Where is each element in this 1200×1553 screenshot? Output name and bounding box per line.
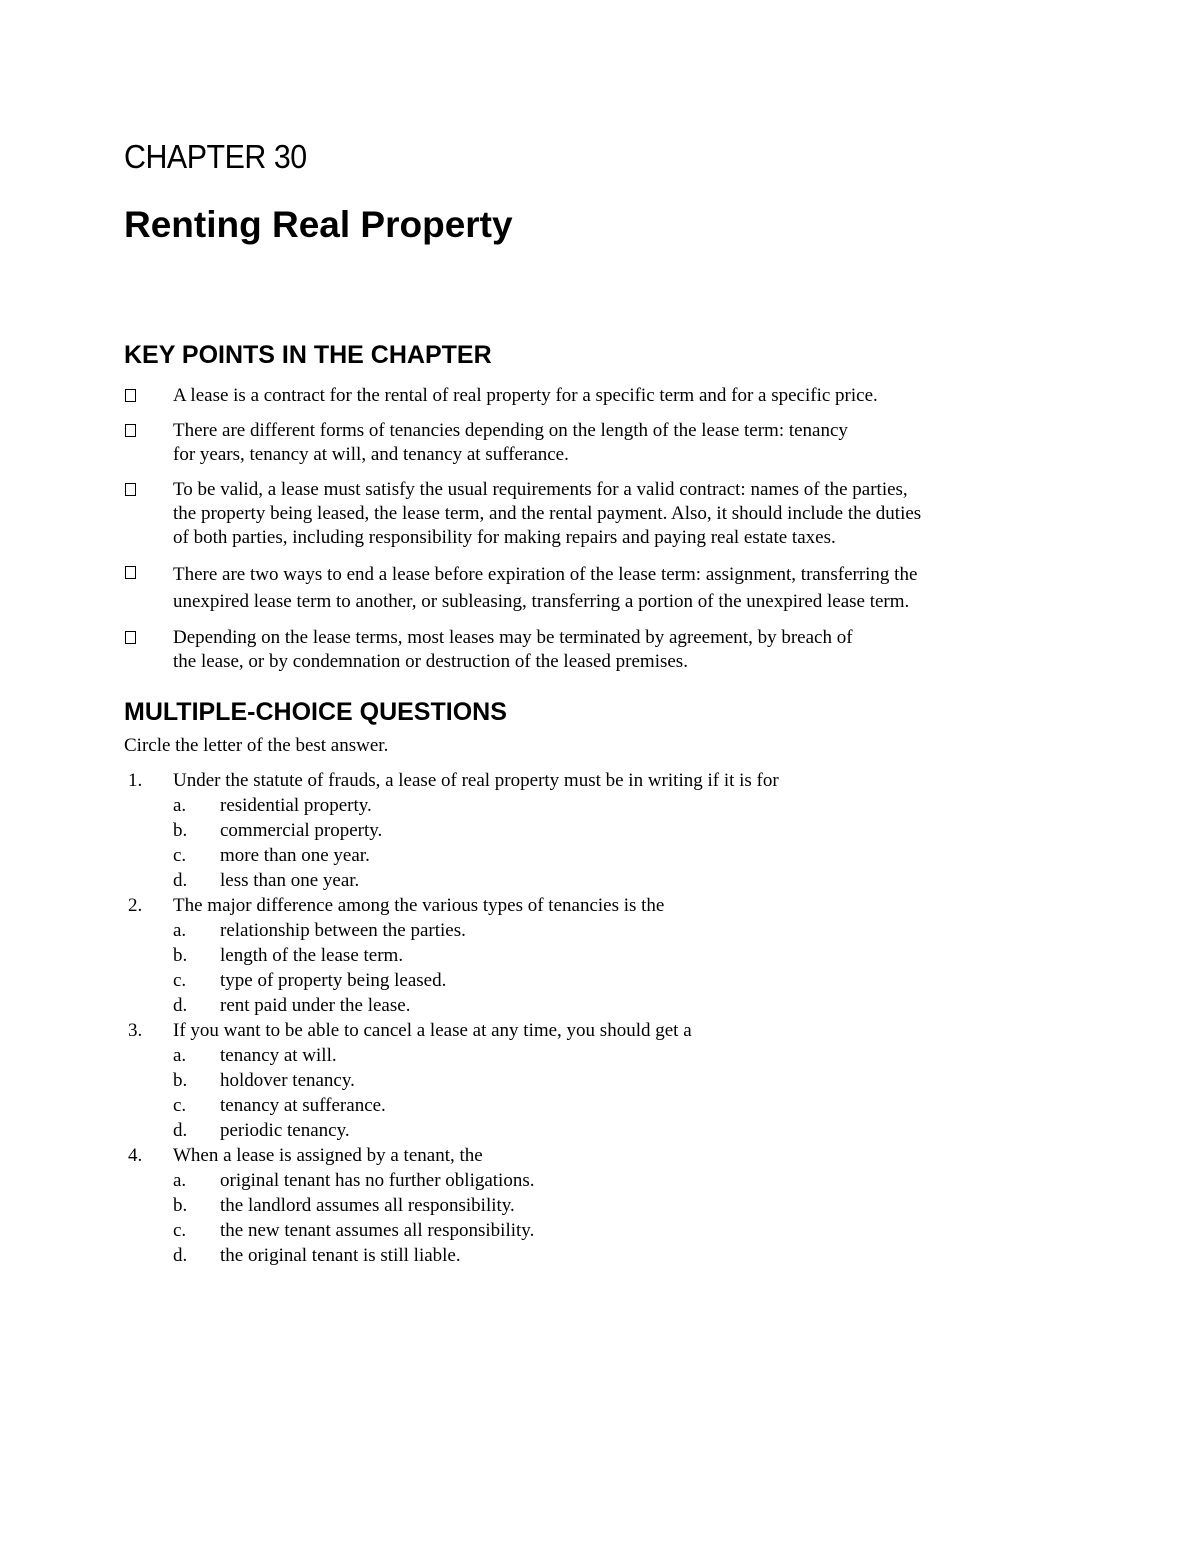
key-point-line: unexpired lease term to another, or subleasing, transferring a portion of the unexpired lease term. <box>173 591 910 612</box>
answer-options <box>124 919 1044 1019</box>
option-letter: b. <box>173 1070 188 1091</box>
key-point-line: There are two ways to end a lease before expiration of the lease term: assignment, transferring the <box>173 564 918 585</box>
answer-option[interactable] <box>124 1244 1044 1269</box>
key-point-line: There are different forms of tenancies depending on the length of the lease term: tenancy <box>173 420 848 441</box>
key-point-line: A lease is a contract for the rental of real property for a specific term and for a specific price. <box>173 385 878 406</box>
question-number: 2. <box>128 895 143 916</box>
key-point-item <box>124 478 1044 550</box>
answer-option[interactable] <box>124 819 1044 844</box>
key-point-item <box>124 626 1044 674</box>
square-bullet-icon <box>125 631 136 644</box>
answer-option[interactable] <box>124 1119 1044 1144</box>
chapter-title: Renting Real Property <box>124 204 513 245</box>
option-text: residential property. <box>220 795 372 816</box>
key-point-line: the property being leased, the lease term, and the rental payment. Also, it should include the duties <box>173 503 922 524</box>
question-number: 4. <box>128 1145 143 1166</box>
key-point-line: To be valid, a lease must satisfy the usual requirements for a valid contract: names of the parties, <box>173 479 908 500</box>
answer-option[interactable] <box>124 794 1044 819</box>
option-letter: d. <box>173 870 188 891</box>
key-point-line: Depending on the lease terms, most leases may be terminated by agreement, by breach of <box>173 627 853 648</box>
option-text: periodic tenancy. <box>220 1120 350 1141</box>
question-2 <box>124 894 1044 1019</box>
option-letter: c. <box>173 970 187 991</box>
option-letter: d. <box>173 1120 188 1141</box>
square-bullet-icon <box>125 389 136 402</box>
option-text: the new tenant assumes all responsibility. <box>220 1220 535 1241</box>
option-text: less than one year. <box>220 870 360 891</box>
option-text: original tenant has no further obligations. <box>220 1170 535 1191</box>
option-text: commercial property. <box>220 820 383 841</box>
question-stem <box>124 894 1044 919</box>
answer-option[interactable] <box>124 844 1044 869</box>
answer-options <box>124 794 1044 894</box>
answer-option[interactable] <box>124 944 1044 969</box>
option-letter: a. <box>173 920 187 941</box>
option-letter: d. <box>173 1245 188 1266</box>
key-point-item <box>124 384 1044 408</box>
option-letter: a. <box>173 795 187 816</box>
question-text: The major difference among the various types of tenancies is the <box>173 895 665 916</box>
option-letter: b. <box>173 820 188 841</box>
option-text: length of the lease term. <box>220 945 404 966</box>
question-4 <box>124 1144 1044 1269</box>
question-text: When a lease is assigned by a tenant, the <box>173 1145 483 1166</box>
answer-option[interactable] <box>124 1169 1044 1194</box>
question-text: Under the statute of frauds, a lease of real property must be in writing if it is for <box>173 770 779 791</box>
chapter-label: CHAPTER 30 <box>124 138 307 175</box>
option-letter: a. <box>173 1045 187 1066</box>
question-text: If you want to be able to cancel a lease at any time, you should get a <box>173 1020 692 1041</box>
question-stem <box>124 769 1044 794</box>
question-3 <box>124 1019 1044 1144</box>
multiple-choice-heading: MULTIPLE-CHOICE QUESTIONS <box>124 698 507 726</box>
answer-option[interactable] <box>124 1069 1044 1094</box>
key-point-item <box>124 419 1044 467</box>
key-point-item <box>124 561 1044 615</box>
option-text: rent paid under the lease. <box>220 995 411 1016</box>
key-points-list <box>124 384 1044 685</box>
option-letter: c. <box>173 1220 187 1241</box>
option-letter: c. <box>173 845 187 866</box>
question-list <box>124 769 1044 1269</box>
answer-options <box>124 1169 1044 1269</box>
question-number: 1. <box>128 770 143 791</box>
option-letter: c. <box>173 1095 187 1116</box>
question-stem <box>124 1144 1044 1169</box>
option-letter: a. <box>173 1170 187 1191</box>
answer-option[interactable] <box>124 1194 1044 1219</box>
square-bullet-icon <box>125 424 136 437</box>
square-bullet-icon <box>125 483 136 496</box>
option-text: the original tenant is still liable. <box>220 1245 461 1266</box>
option-letter: b. <box>173 945 188 966</box>
answer-option[interactable] <box>124 994 1044 1019</box>
answer-option[interactable] <box>124 1044 1044 1069</box>
answer-options <box>124 1044 1044 1144</box>
answer-option[interactable] <box>124 1219 1044 1244</box>
key-point-line: of both parties, including responsibility for making repairs and paying real estate taxes. <box>173 527 836 548</box>
option-letter: b. <box>173 1195 188 1216</box>
option-letter: d. <box>173 995 188 1016</box>
question-stem <box>124 1019 1044 1044</box>
answer-option[interactable] <box>124 919 1044 944</box>
question-number: 3. <box>128 1020 143 1041</box>
square-bullet-icon <box>125 566 136 579</box>
option-text: the landlord assumes all responsibility. <box>220 1195 515 1216</box>
answer-option[interactable] <box>124 1094 1044 1119</box>
option-text: more than one year. <box>220 845 370 866</box>
option-text: tenancy at sufferance. <box>220 1095 386 1116</box>
key-point-line: for years, tenancy at will, and tenancy at sufferance. <box>173 444 569 465</box>
answer-option[interactable] <box>124 869 1044 894</box>
key-point-line: the lease, or by condemnation or destruction of the leased premises. <box>173 651 688 672</box>
option-text: tenancy at will. <box>220 1045 337 1066</box>
answer-option[interactable] <box>124 969 1044 994</box>
key-points-heading: KEY POINTS IN THE CHAPTER <box>124 341 492 369</box>
option-text: relationship between the parties. <box>220 920 466 941</box>
question-1 <box>124 769 1044 894</box>
option-text: holdover tenancy. <box>220 1070 355 1091</box>
option-text: type of property being leased. <box>220 970 447 991</box>
instruction-text: Circle the letter of the best answer. <box>124 735 389 756</box>
